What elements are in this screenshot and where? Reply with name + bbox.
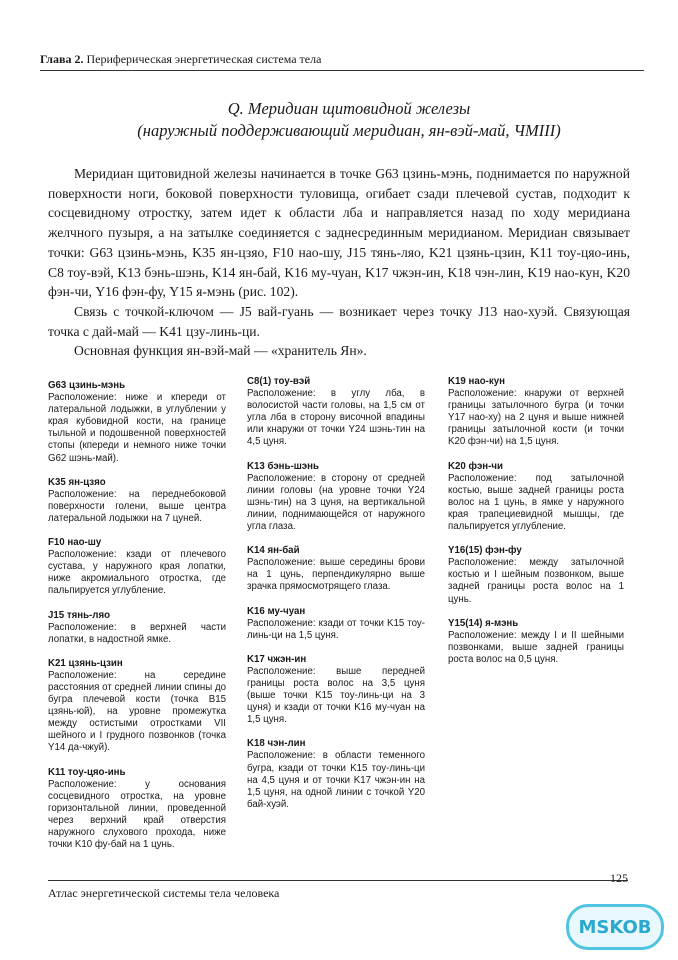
point-name: K16 му-чуан	[247, 605, 306, 617]
section-title-line2: (наружный поддерживающий меридиан, ян-вэй-май, ЧМIII)	[137, 121, 561, 140]
point-name: Y16(15) фэн-фу	[448, 545, 522, 557]
points-column-3	[448, 376, 624, 678]
point-description: Расположение: выше середины брови на 1 цунь, перпендикулярно выше зрачка прямосмотрящего глаза.	[247, 557, 425, 593]
point-name: K19 нао-кун	[448, 376, 505, 387]
point-entry	[448, 618, 624, 666]
point-name: K20 фэн-чи	[448, 460, 503, 472]
point-description: Расположение: у основания сосцевидного отростка, на уровне горизонтальной линии, проведенной через верхний край отверстия наружного слухового прохода, ниже точки K10 фу-бай на 1 цунь.	[48, 778, 226, 851]
watermark-logo	[566, 904, 664, 950]
point-entry	[448, 461, 624, 534]
point-description: Расположение: выше передней границы роста волос на 3,5 цуня (выше точки K15 тоу-линь-ци на 3 цуня) и кзади от точки K16 му-чуан на 1,5 цуня.	[247, 665, 425, 726]
intro-text	[48, 164, 630, 361]
point-name: F10 нао-шу	[48, 537, 102, 549]
point-name: C8(1) тоу-вэй	[247, 376, 311, 387]
point-description: Расположение: в верхней части лопатки, в надостной ямке.	[48, 621, 226, 645]
point-name: K13 бэнь-шэнь	[247, 460, 319, 472]
point-description: Расположение: на переднебоковой поверхности голени, выше центра латеральной лодыжки на 7 цуней.	[48, 488, 226, 524]
point-name: K14 ян-бай	[247, 545, 300, 557]
point-description: Расположение: в углу лба, в волосистой части головы, на 1,5 см от угла лба в сторону височной впадины или кнаружи от точки Y24 шэнь-тин на 4,5 цуня.	[247, 388, 425, 448]
point-name: K17 чжэн-ин	[247, 653, 307, 665]
footer-text: Атлас энергетической системы тела человека	[48, 886, 280, 900]
point-description: Расположение: в области теменного бугра, кзади от точки K15 тоу-линь-ци на 4,5 цуня и от точки K17 чжэн-ин на 1,5 цуня, на одной линии с точкой Y20 бай-хуэй.	[247, 750, 425, 810]
point-entry	[48, 658, 226, 755]
point-entry	[448, 376, 624, 449]
point-name: K21 цзянь-цзин	[48, 657, 123, 669]
point-description: Расположение: на середине расстояния от средней линии спины до бугра плечевой кости (точка B15 цзянь-юй), на уровне промежутка между остистыми отростками VII шейного и I грудного позвонков (точка Y14 да-чжуй).	[48, 669, 226, 754]
points-column-1	[48, 380, 226, 863]
point-entry	[247, 545, 425, 593]
section-title	[60, 98, 638, 142]
point-description: Расположение: кзади от плечевого сустава, у наружного края лопатки, ниже акромиального отростка, где пальпируется углубление.	[48, 549, 226, 597]
point-entry	[247, 461, 425, 534]
point-description: Расположение: кнаружи от верхней границы затылочного бугра (и точки Y17 нао-ху) на 2 цуня и выше нижней границы затылочной кости (и точки K20 фэн-чи) на 1,5 цуня.	[448, 388, 624, 448]
page-number: 125	[610, 871, 628, 885]
point-name: G63 цзинь-мэнь	[48, 380, 126, 391]
points-column-2	[247, 376, 425, 823]
point-description: Расположение: в сторону от средней линии головы (на уровне точки Y24 шэнь-тин) на 3 цуня, на вертикальной линии, поднимающейся от наружного угла глаза.	[247, 472, 425, 533]
point-description: Расположение: под затылочной костью, выше задней границы роста волос на 1 цунь, в ямке у наружного края трапециевидной мышцы, где пальпируется углубление.	[448, 472, 624, 533]
point-description: Расположение: кзади от точки K15 тоу-линь-ци на 1,5 цуня.	[247, 617, 425, 641]
point-entry	[48, 380, 226, 465]
point-name: K11 тоу-цяо-инь	[48, 766, 126, 778]
point-entry	[247, 738, 425, 811]
chapter-title: Периферическая энергетическая система тела	[86, 52, 322, 66]
point-entry	[247, 376, 425, 449]
intro-paragraph: Основная функция ян-вэй-май — «хранитель Ян».	[74, 343, 367, 359]
point-name: Y15(14) я-мэнь	[448, 617, 519, 629]
point-entry	[48, 537, 226, 597]
point-entry	[48, 610, 226, 646]
page-footer	[48, 871, 628, 901]
point-name: J15 тянь-ляо	[48, 609, 111, 621]
section-title-line1: Q. Меридиан щитовидной железы	[227, 99, 471, 118]
point-description: Расположение: между затылочной костью и I шейным позвонком, выше задней границы роста волос на 1 цунь.	[448, 557, 624, 605]
point-description: Расположение: между I и II шейными позвонками, выше задней границы роста волос на 0,5 цуня.	[448, 629, 624, 665]
point-entry	[48, 767, 226, 852]
running-header	[40, 52, 644, 71]
point-entry	[448, 545, 624, 605]
watermark-text: MSKOB	[578, 916, 652, 938]
point-entry	[48, 477, 226, 525]
chapter-number: Глава 2.	[40, 52, 84, 66]
point-name: K18 чэн-лин	[247, 738, 306, 750]
point-entry	[247, 606, 425, 642]
point-entry	[247, 654, 425, 727]
intro-paragraph: Меридиан щитовидной железы начинается в точке G63 цзинь-мэнь, поднимается по наружной поверхности ноги, боковой поверхности туловища, огибает сзади плечевой сустав, подходит к сосцевидному отростку, затем идет к области лба и направляется назад по ходу меридиана желчного пузыря, а на затылке соединяется с заднесрединным меридианом. Меридиан связывает точки: G63 цзинь-мэнь, K35 ян-цзяо, F10 нао-шу, J15 тянь-ляо, K21 цзянь-цзин, K11 тоу-цяо-инь, C8 тоу-вэй, K13 бэнь-шэнь, K14 ян-бай, K16 му-чуан, K17 чжэн-ин, K18 чэн-лин, K19 нао-кун, K20 фэн-чи, Y16 фэн-фу, Y15 я-мэнь (рис. 102).	[48, 166, 630, 300]
point-description: Расположение: ниже и кпереди от латеральной лодыжки, в углублении у края кубовидной кости, на границе тыльной и подошвенной поверхностей стопы (кпереди и немного ниже точки G62 шэнь-май).	[48, 392, 226, 464]
intro-paragraph: Связь с точкой-ключом — J5 вай-гуань — возникает через точку J13 нао-хуэй. Связующая точка с дай-май — K41 цзу-линь-ци.	[48, 303, 630, 339]
point-name: K35 ян-цзяо	[48, 476, 106, 488]
